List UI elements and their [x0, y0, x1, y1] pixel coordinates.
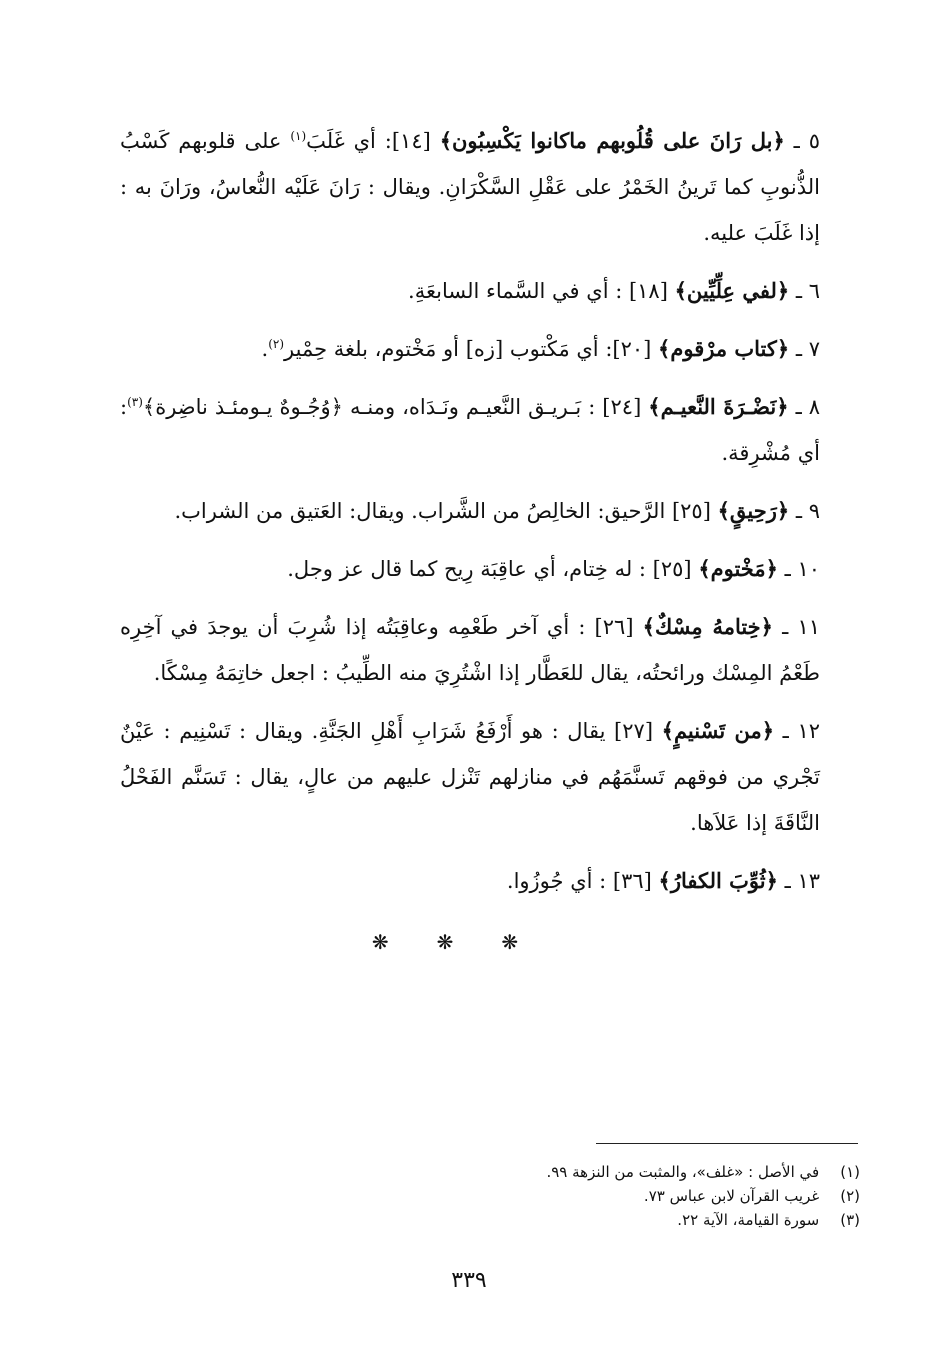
footnote-ref: (٢) [268, 337, 285, 351]
entry-number: ٦ ـ [795, 279, 820, 303]
entry-8 [120, 384, 860, 476]
entry-6 [120, 268, 860, 314]
footnote-number: (٣) [840, 1211, 860, 1229]
quran-quote: ﴿مَخْتوم﴾ [698, 556, 778, 581]
entry-5 [120, 118, 860, 256]
entry-number: ٧ ـ [795, 337, 820, 361]
entry-text: [١٨] : أي في السَّماء السابعَةِ. [408, 279, 668, 303]
entry-number: ١٢ ـ [782, 719, 820, 743]
entry-text-continued: . [261, 337, 269, 361]
entry-text-continued: : أي مُشْرِقة. [120, 395, 820, 465]
entry-10 [120, 546, 860, 592]
footnote-text: سورة القيامة، الآية ٢٢. [677, 1211, 820, 1229]
quran-quote: ﴿نَضْـرَةَ النَّعيـم﴾ [648, 394, 789, 419]
entry-text: [٢٠]: أي مَكْتوب [زه] أو مَخْتوم، بلغة حِمْير [284, 337, 652, 361]
footnote-text: في الأصل : «غلف»، والمثبت من النزهة ٩٩. [546, 1163, 820, 1181]
footnotes [300, 1160, 860, 1232]
entry-number: ١٠ ـ [784, 557, 820, 581]
footnote-ref: (١) [290, 129, 307, 143]
footnote-divider [596, 1143, 858, 1144]
entry-11 [120, 604, 860, 696]
entry-number: ١١ ـ [782, 615, 821, 639]
quran-quote: ﴿لفي عِلِّيِّين﴾ [674, 278, 790, 303]
entry-text: [٢٥] الرَّحيق: الخالِصُ من الشَّراب. ويقال: العَتيق من الشراب. [174, 499, 711, 523]
entry-text: [٢٤] : بَـريـق النَّعيـم ونَـدَاه، ومنـه ﴿وُجُـوهٌ يـومئـذ ناضِرة﴾ [142, 395, 642, 419]
entry-text: [١٤]: أي غَلَبَ [306, 129, 431, 153]
footnote-1 [300, 1160, 860, 1184]
quran-quote: ﴿رَحِيقٍ﴾ [717, 498, 790, 523]
entry-number: ٩ ـ [795, 499, 820, 523]
footnote-number: (١) [840, 1163, 860, 1181]
quran-quote: ﴿بل رَانَ على قُلُوبهم ماكانوا يَكْسِبُون﴾ [439, 128, 785, 153]
main-text [120, 118, 860, 916]
entry-number: ٥ ـ [793, 129, 820, 153]
quran-quote: ﴿ثُوِّبَ الكفارُ﴾ [658, 868, 778, 893]
footnote-text: غريب القرآن لابن عباس ٧٣. [643, 1187, 820, 1205]
entry-text: [٣٦] : أي جُوزُوا. [506, 869, 652, 893]
entry-text: [٢٥] : له خِتام، أي عاقِبَة رِيح كما قال عز وجل. [287, 557, 692, 581]
quran-quote: ﴿من تَسْنيمٍ﴾ [661, 718, 774, 743]
entry-9 [120, 488, 860, 534]
entry-13 [120, 858, 860, 904]
footnote-3 [300, 1208, 860, 1232]
footnote-ref: (٣) [127, 395, 143, 409]
entry-text: [٢٧] يقال : هو أَرْفَعُ شَرَابِ أَهْلِ الجَنَّةِ. ويقال : تَسْنِيم : عَيْنٌ تَجْري من فوقهم تَسنَّمَهُم في منازلهم تَنْزل عليهم من عالٍ، يقال : تَسَنَّم الفَحْلُ النَّاقَةَ إذا عَلاَها. [120, 719, 820, 835]
quran-quote: ﴿كتاب مرْقوم﴾ [658, 336, 790, 361]
entry-text: [٢٦] : أي آخر طَعْمِه وعاقِبَتُه إذا شُرِبَ أن يوجدَ في آخِرِه طَعْمُ المِسْك ورائحتُه، يقال للعَطَّار إذا اشْتُرِيَ منه الطِّيبُ : اجعل خاتِمَهُ مِسْكًا. [120, 615, 820, 685]
section-separator: ❋❋❋ [371, 930, 567, 954]
entry-12 [120, 708, 860, 846]
page-number: ٣٣٩ [451, 1268, 487, 1293]
entry-number: ١٣ ـ [784, 869, 820, 893]
entry-7 [120, 326, 860, 372]
footnote-2 [300, 1184, 860, 1208]
entry-text-continued: على قلوبهم كَسْبُ الذُّنوبِ كما تَرينُ الخَمْرُ على عَقْلِ السَّكْرَانِ. ويقال : رَانَ عَلَيْه النُّعاسُ، ورَانَ به : إذا غَلَبَ عليه. [120, 129, 820, 245]
footnote-number: (٢) [840, 1187, 860, 1205]
entry-number: ٨ ـ [795, 395, 821, 419]
quran-quote: ﴿خِتامهُ مِسْكٌ﴾ [642, 614, 773, 639]
